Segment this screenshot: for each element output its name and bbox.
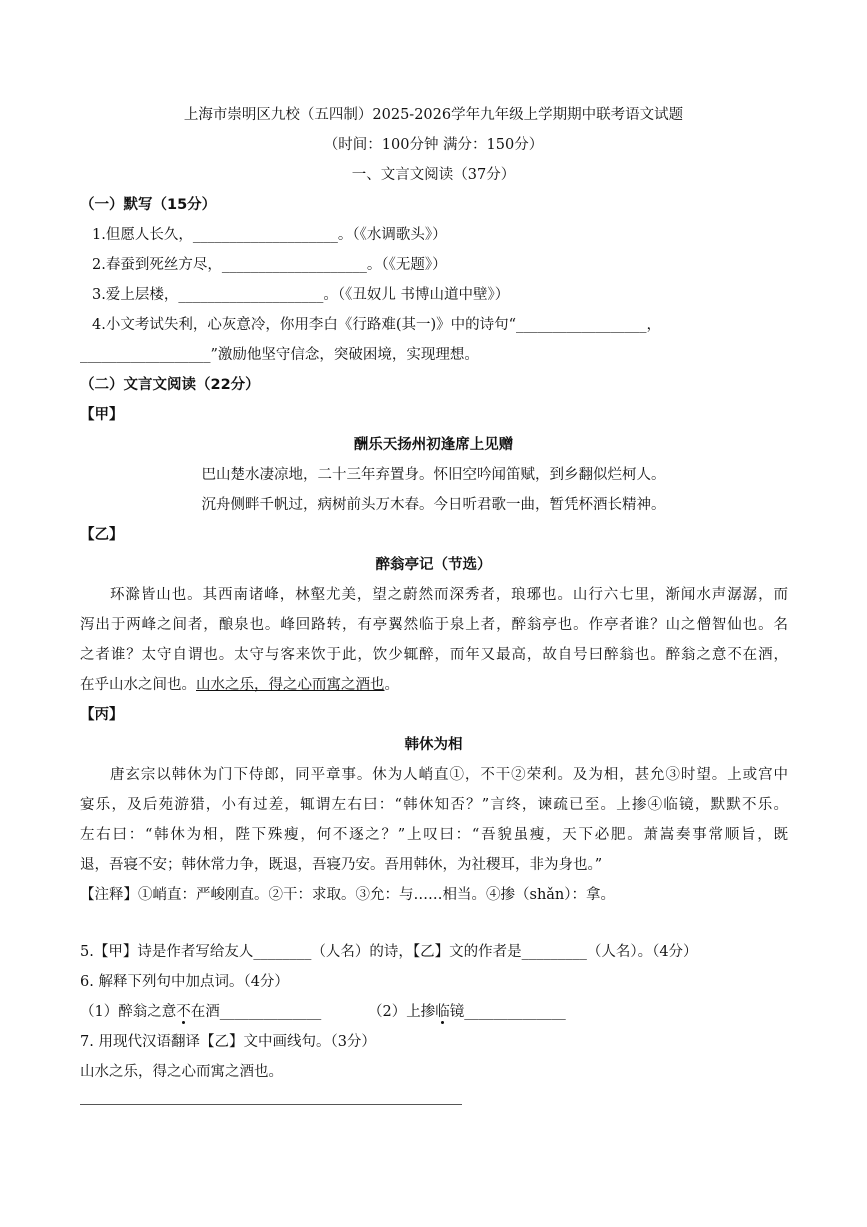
yi-passage-line-3: 之者谁？太守自谓也。太守与客来饮于此，饮少辄醉，而年又最高，故自号曰醉翁也。醉翁之意不在酒， — [80, 647, 788, 663]
q6-1-text: （1）醉翁之意 — [80, 1004, 177, 1020]
question-6-item-1 — [80, 1002, 321, 1022]
bing-label: 【丙】 — [80, 707, 124, 723]
bing-passage-line-2: 宴乐，及后苑游猎，小有过差，辄谓左右曰：“韩休知否？”言终，谏疏已至。上掺④临镜，默默不乐。 — [80, 797, 788, 813]
yi-passage-line-1: 环滁皆山也。其西南诸峰，林壑尤美，望之蔚然而深秀者，琅琊也。山行六七里，渐闻水声潺潺，而 — [110, 587, 788, 603]
jia-poem-line-2: 沉舟侧畔千帆过，病树前头万木春。今日听君歌一曲，暂凭杯酒长精神。 — [201, 497, 666, 513]
bing-passage-title: 韩休为相 — [404, 737, 463, 753]
annotation-notes: 【注释】①峭直：严峻刚直。②干：求取。③允：与……相当。④掺（shǎn）：拿。 — [80, 887, 616, 903]
underlined-sentence: 山水之乐，得之心而寓之酒也 — [196, 677, 385, 693]
q6-2-text: （2）上掺 — [368, 1004, 436, 1020]
jia-poem-title: 酬乐天扬州初逢席上见赠 — [353, 437, 514, 453]
question-3: 3.爱上层楼，____________________。（《丑奴儿 书博山道中壁》） — [92, 287, 510, 303]
question-2: 2.春蚕到死丝方尽，____________________。（《无题》） — [92, 257, 447, 273]
question-7: 7. 用现代汉语翻译【乙】文中画线句。（3分） — [80, 1034, 376, 1050]
q6-1-blank: 在酒______________ — [190, 1004, 322, 1020]
dotted-word-1: 不 — [176, 1004, 191, 1020]
yi-passage-end: 。 — [384, 677, 399, 693]
dotted-word-2: 临 — [435, 1004, 450, 1020]
question-4-line1: 4.小文考试失利，心灰意冷，你用李白《行路难(其一)》中的诗句“__________________， — [92, 317, 662, 333]
bing-passage-line-3: 左右曰：“韩休为相，陛下殊瘦，何不逐之？”上叹曰：“吾貌虽瘦，天下必肥。萧嵩奏事常顺旨，既 — [80, 827, 788, 843]
bing-passage-line-1: 唐玄宗以韩休为门下侍郎，同平章事。休为人峭直①，不干②荣利。及为相，甚允③时望。上或宫中 — [110, 767, 788, 783]
exam-meta: （时间：100分钟 满分：150分） — [323, 137, 544, 153]
question-6: 6. 解释下列句中加点词。（4分） — [80, 974, 289, 990]
question-7-sentence: 山水之乐，得之心而寓之酒也。 — [80, 1064, 283, 1080]
part1-heading: （一）默写（15分） — [80, 197, 217, 213]
yi-passage-line-4 — [80, 675, 399, 695]
yi-passage-text: 在乎山水之间也。 — [80, 677, 196, 693]
question-1: 1.但愿人长久，____________________。（《水调歌头》） — [92, 227, 447, 243]
answer-line — [80, 1104, 462, 1105]
yi-label: 【乙】 — [80, 527, 124, 543]
yi-passage-title: 醉翁亭记（节选） — [375, 557, 492, 573]
exam-title: 上海市崇明区九校（五四制）2025-2026学年九年级上学期期中联考语文试题 — [183, 107, 684, 123]
section-heading: 一、文言文阅读（37分） — [351, 167, 516, 183]
jia-poem-line-1: 巴山楚水凄凉地，二十三年弃置身。怀旧空吟闻笛赋，到乡翻似烂柯人。 — [201, 467, 666, 483]
q6-2-blank: 镜______________ — [449, 1004, 566, 1020]
question-4-line2: __________________”激励他坚守信念，突破困境，实现理想。 — [80, 347, 479, 363]
question-6-item-2 — [368, 1002, 566, 1022]
part2-heading: （二）文言文阅读（22分） — [80, 377, 260, 393]
bing-passage-line-4: 退，吾寝不安；韩休常力争，既退，吾寝乃安。吾用韩休，为社稷耳，非为身也。” — [80, 857, 603, 873]
jia-label: 【甲】 — [80, 407, 124, 423]
yi-passage-line-2: 泻出于两峰之间者，酿泉也。峰回路转，有亭翼然临于泉上者，醉翁亭也。作亭者谁？山之僧智仙也。名 — [80, 617, 788, 633]
question-5: 5.【甲】诗是作者写给友人________（人名）的诗，【乙】文的作者是_________（人名）。（4分） — [80, 944, 698, 960]
